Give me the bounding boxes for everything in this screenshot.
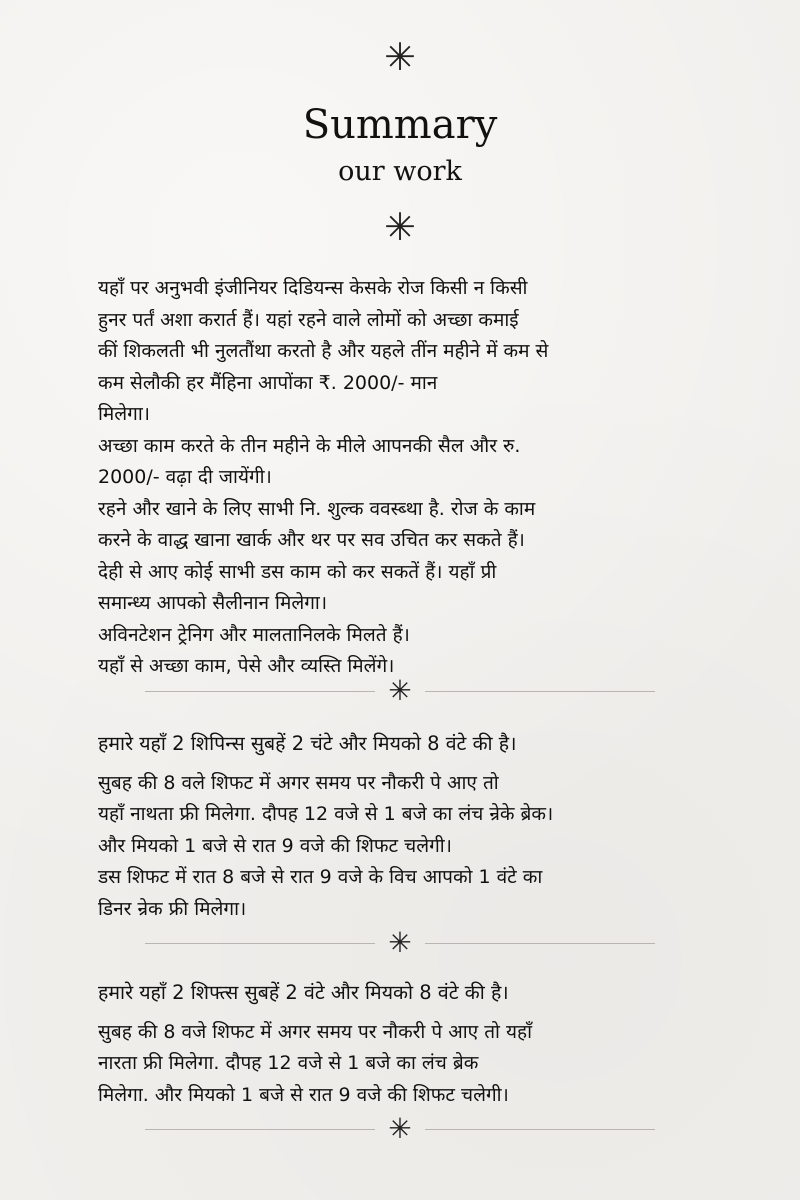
shift-heading: हमारे यहाँ 2 शिपिन्स सुबहें 2 चंटे और मियको 8 वंटे की है। (98, 732, 517, 755)
intro-line: कम सेलौकी हर मैंहिना आपोंका ₹. 2000/- मान (98, 371, 438, 394)
asterisk-icon: ✳ (388, 926, 412, 959)
intro-paragraph (98, 273, 708, 683)
section-divider (145, 1112, 655, 1145)
shift-line: यहाँ नाथता फ्री मिलेगा. दौपह 12 वजे से 1 बजे का लंच न्रेके ब्रेक। (98, 803, 554, 825)
section-divider (145, 674, 655, 707)
shift-line: डस शिफट में रात 8 बजे से रात 9 वजे के विच आपको 1 वंटे का (98, 866, 543, 888)
asterisk-ornament-top: ✳ (384, 35, 416, 79)
shift-line: डिनर न्रेक फ्री मिलेगा। (98, 897, 247, 920)
shift-line: मिलेगा. और मियको 1 बजे से रात 9 वजे की शिफट चलेगी। (98, 1083, 509, 1106)
intro-line: करने के वाद्ध खाना खार्क और थर पर सव उचित कर सकते हैं। (98, 529, 525, 551)
shift-section-1 (98, 728, 708, 925)
section-divider (145, 926, 655, 959)
intro-line: देही से आए कोई साभी डस काम को कर सकतें हैं। यहाँ प्री (98, 560, 497, 583)
page-subtitle: our work (338, 156, 462, 187)
intro-line: यहाँ पर अनुभवी इंजीनियर दिडियन्स केसके रोज किसी न किसी (98, 277, 528, 299)
divider-line-right (425, 691, 655, 692)
shift-line: और मियको 1 बजे से रात 9 वजे की शिफट चलेगी। (98, 834, 452, 857)
intro-line: कीं शिकलती भी नुलतौंथा करतो है और यहले तींन महीने में कम से (98, 340, 549, 362)
intro-line: रहने और खाने के लिए साभी नि. शुल्क ववस्ब्था है. रोज के काम (98, 497, 536, 520)
divider-line-left (145, 691, 375, 692)
shift-section-2 (98, 977, 708, 1111)
shift-line: नारता फ्री मिलेगा. दौपह 12 वजे से 1 बजे का लंच ब्रेक (98, 1052, 479, 1074)
divider-line-right (425, 1129, 655, 1130)
intro-line: अच्छा काम करते के तीन महीने के मीले आपनकी सैल और रु. (98, 434, 521, 457)
shift-line: सुबह की 8 वजे शिफट में अगर समय पर नौकरी पे आए तो यहाँ (98, 1020, 533, 1043)
shift-line: सुबह की 8 वले शिफट में अगर समय पर नौकरी पे आए तो (98, 771, 499, 794)
divider-line-left (145, 943, 375, 944)
divider-line-right (425, 943, 655, 944)
asterisk-icon: ✳ (388, 1112, 412, 1145)
asterisk-ornament-below-title: ✳ (384, 205, 416, 249)
intro-line: समान्ध्य आपको सैलीनान मिलेगा। (98, 592, 328, 614)
intro-line: मिलेगा। (98, 403, 150, 425)
intro-line: 2000/- वढ़ा दी जायेंगी। (98, 466, 272, 488)
divider-line-left (145, 1129, 375, 1130)
shift-heading: हमारे यहाँ 2 शिफ्त्स सुबहें 2 वंटे और मियको 8 वंटे की है। (98, 981, 509, 1004)
intro-line: अविनटेशन ट्रेनिग और मालतानिलके मिलते हैं। (98, 623, 410, 646)
intro-line: यहाँ से अच्छा काम, पेसे और व्यस्ति मिलेंगे। (98, 655, 395, 677)
intro-line: हुनर पर्तं अशा करार्त हैं। यहां रहने वाले लोमों को अच्छा कमाई (98, 308, 519, 331)
asterisk-icon: ✳ (388, 674, 412, 707)
page-title: Summary (302, 102, 498, 148)
